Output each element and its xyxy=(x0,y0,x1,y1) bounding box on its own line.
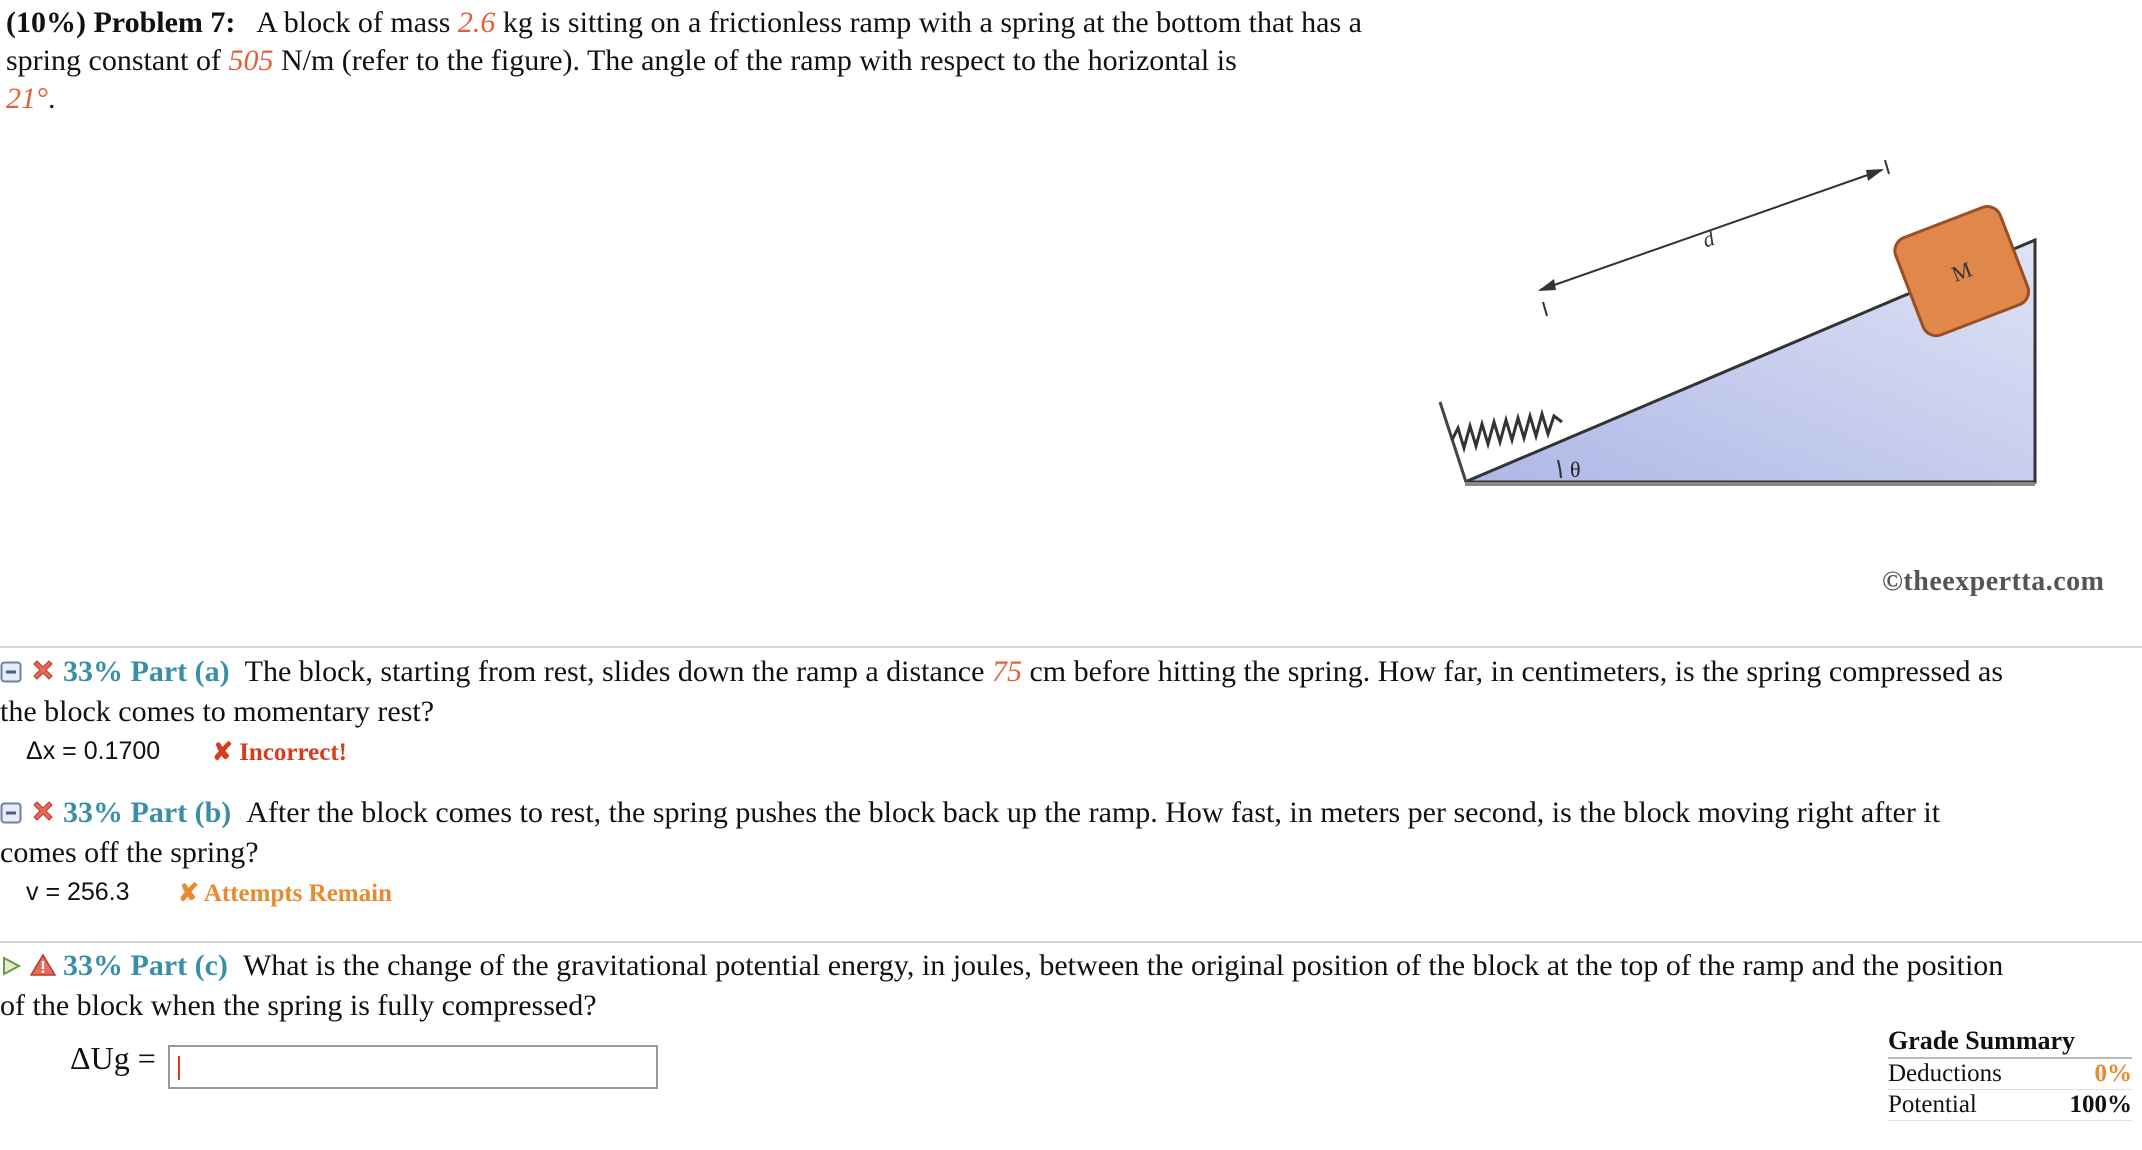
problem-title: Problem 7: xyxy=(93,6,236,39)
part-a-answer: Δx = 0.1700 xyxy=(26,737,161,766)
distance-label: d xyxy=(1699,225,1718,253)
problem-text-3: N/m (refer to the figure). The angle of the ramp with respect to the horizontal is xyxy=(280,44,1237,77)
problem-statement xyxy=(6,4,1406,118)
figure-credit: ©theexpertta.com xyxy=(1882,566,2105,597)
delta-ug-label: ΔUg = xyxy=(70,1040,156,1076)
block-label: M xyxy=(1948,256,1976,287)
potential-row xyxy=(1888,1090,2132,1121)
ramp-shadow xyxy=(1465,482,2035,486)
part-c xyxy=(0,947,2142,1025)
text-caret xyxy=(178,1056,180,1080)
grade-summary xyxy=(1888,1026,2132,1121)
answer-input[interactable] xyxy=(168,1045,658,1089)
part-a-text-3: the block comes to momentary rest? xyxy=(0,695,435,729)
part-a xyxy=(0,653,2142,771)
divider xyxy=(0,941,2142,943)
grade-summary-title: Grade Summary xyxy=(1888,1026,2132,1059)
part-a-status: ✘ Incorrect! xyxy=(212,739,348,767)
collapse-icon[interactable] xyxy=(0,655,22,693)
incorrect-x-icon xyxy=(30,655,56,693)
part-a-answer-row xyxy=(0,731,2142,771)
deductions-value: 0% xyxy=(2094,1060,2132,1087)
arrow-head-right xyxy=(1866,169,1884,181)
problem-text-2: kg is sitting on a frictionless ramp with a spring at the bottom that has a spring constant of xyxy=(6,6,1362,77)
part-b xyxy=(0,794,2142,912)
deductions-label: Deductions xyxy=(1888,1060,2002,1087)
part-b-answer: v = 256.3 xyxy=(26,878,130,907)
potential-label: Potential xyxy=(1888,1091,1977,1118)
part-c-percent: 33% xyxy=(63,949,123,982)
part-a-text-2: cm before hitting the spring. How far, in centimeters, is the spring compressed as xyxy=(1029,655,2003,688)
part-b-percent: 33% xyxy=(63,796,123,829)
spring-constant-value: 505 xyxy=(228,44,274,77)
problem-text-1: A block of mass xyxy=(256,6,451,39)
part-b-answer-row xyxy=(0,872,2142,912)
problem-text-4: . xyxy=(48,82,56,115)
angle-value: 21° xyxy=(6,82,48,115)
part-a-title[interactable]: Part (a) xyxy=(130,655,230,688)
part-a-text-1: The block, starting from rest, slides down the ramp a distance xyxy=(244,655,985,688)
deductions-row xyxy=(1888,1059,2132,1090)
part-c-text-2: of the block when the spring is fully compressed? xyxy=(0,989,597,1023)
part-b-text-2: comes off the spring? xyxy=(0,836,259,870)
part-a-percent: 33% xyxy=(63,655,123,688)
warning-icon xyxy=(30,949,56,987)
potential-value: 100% xyxy=(2069,1091,2132,1118)
part-c-text-1: What is the change of the gravitational potential energy, in joules, between the original position of the block at the top of the ramp and the position xyxy=(242,949,2004,982)
part-a-distance: 75 xyxy=(991,655,1022,688)
spring xyxy=(1452,414,1562,448)
part-b-title[interactable]: Part (b) xyxy=(130,796,232,829)
part-c-title[interactable]: Part (c) xyxy=(130,949,228,982)
expand-triangle-icon[interactable] xyxy=(0,949,22,987)
incorrect-x-icon xyxy=(30,796,56,834)
problem-weight: (10%) xyxy=(6,6,86,39)
part-b-text-1: After the block comes to rest, the spring pushes the block back up the ramp. How fast, in meters per second, is the block moving right after it xyxy=(246,796,1941,829)
mass-value: 2.6 xyxy=(457,6,496,39)
part-b-status: ✘ Attempts Remain xyxy=(178,880,392,908)
ramp-figure xyxy=(1420,140,2060,510)
collapse-icon[interactable] xyxy=(0,796,22,834)
angle-label: θ xyxy=(1570,457,1581,482)
arrow-head-left xyxy=(1538,279,1556,291)
distance-tick-right xyxy=(1885,160,1889,174)
divider xyxy=(0,646,2142,648)
distance-tick-left xyxy=(1543,302,1547,316)
